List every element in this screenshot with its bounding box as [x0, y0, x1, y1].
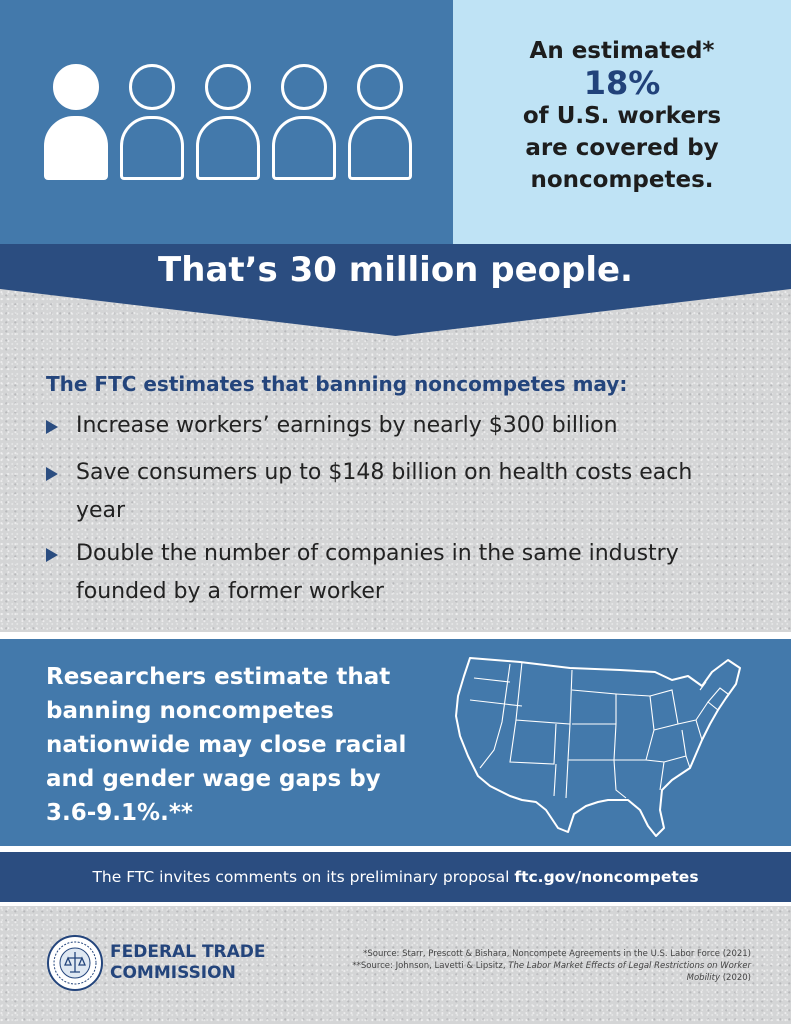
person-outline-icon — [272, 64, 336, 180]
top-section — [0, 0, 791, 244]
cta-text: The FTC invites comments on its preliminary proposal — [92, 868, 515, 886]
person-outline-icon — [196, 64, 260, 180]
us-map-icon — [450, 650, 750, 840]
person-filled-icon — [44, 64, 108, 180]
stat-percent: 18% — [583, 64, 661, 102]
proposal-link[interactable]: ftc.gov/noncompetes — [514, 868, 699, 886]
list-item — [46, 407, 766, 445]
ftc-seal-icon — [46, 934, 104, 992]
stat-line: of U.S. workers — [522, 103, 722, 129]
source-title: The Labor Market Effects of Legal Restrictions on Worker Mobility — [508, 961, 751, 983]
stat-line: noncompetes. — [530, 167, 714, 193]
people-icon-row — [44, 64, 414, 184]
stat-line: are covered by — [525, 135, 719, 161]
cta-bar — [0, 852, 791, 902]
banner-headline: That’s 30 million people. — [158, 250, 633, 290]
source-authors: **Source: Johnson, Lavetti & Lipsitz, — [352, 961, 509, 971]
org-name-line: COMMISSION — [110, 963, 236, 983]
benefits-heading: The FTC estimates that banning noncompetes may: — [46, 372, 628, 396]
stat-box — [453, 0, 791, 244]
person-outline-icon — [348, 64, 412, 180]
sources — [331, 948, 751, 984]
list-item — [46, 535, 766, 611]
source-citation: *Source: Starr, Prescott & Bishara, Noncompete Agreements in the U.S. Labor Force (2021) — [363, 949, 751, 959]
stat-intro: An estimated* — [529, 38, 715, 64]
research-text: Researchers estimate that banning noncompetes nationwide may close racial and gender wage gaps by 3.6-9.1%.** — [46, 664, 407, 826]
source-citation — [331, 960, 751, 984]
person-outline-icon — [120, 64, 184, 180]
org-name-line: FEDERAL TRADE — [110, 942, 266, 962]
triangle-bullet-icon — [46, 420, 58, 434]
list-item — [46, 454, 766, 530]
list-item-text: Double the number of companies in the same industry founded by a former worker — [76, 541, 679, 604]
source-year: (2020) — [720, 973, 751, 983]
list-item-text: Save consumers up to $148 billion on health costs each year — [76, 460, 693, 523]
divider — [0, 632, 791, 639]
triangle-bullet-icon — [46, 548, 58, 562]
triangle-bullet-icon — [46, 467, 58, 481]
list-item-text: Increase workers’ earnings by nearly $300 billion — [76, 413, 618, 438]
org-name — [110, 942, 266, 984]
